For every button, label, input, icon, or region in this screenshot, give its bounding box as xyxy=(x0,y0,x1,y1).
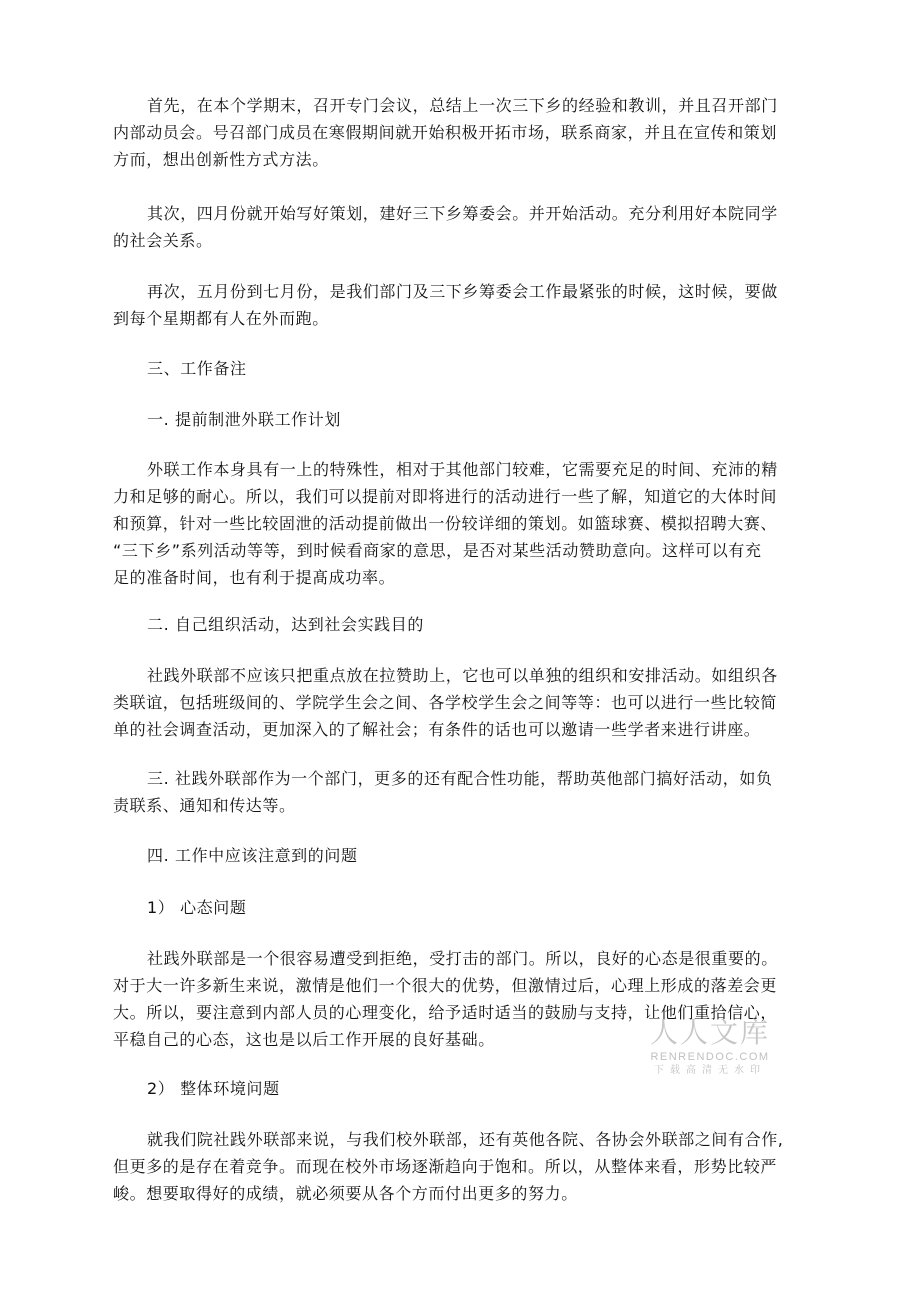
text-line: 峻。想要取得好的成绩，就必须要从各个方而付出更多的努力。 xyxy=(113,1184,578,1203)
text-line: 的社会关系。 xyxy=(113,231,213,250)
text-line: 社践外联部是一个很容易遭受到拒绝，受打击的部门。所以，良好的心态是很重要的。 xyxy=(147,949,778,968)
watermark xyxy=(645,1018,775,1078)
section-heading-work-notes xyxy=(113,355,793,382)
text-line: 和预算，针对一些比较固泄的活动提前做出一份较详细的策划。如篮球赛、模拟招聘大赛、 xyxy=(113,514,778,533)
text-line: 方而，想出创新性方式方法。 xyxy=(113,150,329,169)
subheading-plan-ahead xyxy=(113,406,793,433)
text-line: 足的准备时间，也有利于提髙成功率。 xyxy=(113,568,396,587)
text-line: 首先，在本个学期末，召开专门会议，总结上一次三下乡的经验和教训，并且召开部门 xyxy=(147,96,778,115)
text-line: 平稳自己的心态，这也是以后工作开展的良好基础。 xyxy=(113,1030,495,1049)
text-line: 外联工作本身具有一上的特殊性，相对于其他部门较难，它需要充足的时间、充沛的精 xyxy=(147,460,778,479)
subheading-environment xyxy=(113,1075,793,1102)
text-line: 大。所以，要注意到内部人员的心理变化，给予适时适当的鼓励与支持，让他们重拾信心， xyxy=(113,1003,778,1022)
text-line: 再次，五月份到七月份，是我们部门及三下乡筹委会工作最紧张的时候，这时候，要做 xyxy=(147,282,778,301)
heading-text: 二. 自己组织活动，达到社会实践目的 xyxy=(147,615,424,634)
text-line: 类联谊，包括班级间的、学院学生会之间、各学校学生会之间等等：也可以进行一些比较简 xyxy=(113,693,778,712)
heading-text: 1） 心态问题 xyxy=(147,898,247,917)
text-line: 三. 社践外联部作为一个部门，更多的还有配合性功能，帮助英他部门搞好活动，如负 xyxy=(147,769,773,788)
text-line: 到每个星期都有人在外而跑。 xyxy=(113,309,329,328)
text-line: 但更多的是存在着竞争。而现在校外市场逐渐趋向于饱和。所以，从整体来看，形势比较严 xyxy=(113,1157,778,1176)
watermark-slogan: 下载高清无水印 xyxy=(654,1065,766,1076)
paragraph-organize-body xyxy=(113,662,793,743)
heading-text: 一. 提前制泄外联工作计划 xyxy=(147,410,341,429)
watermark-title: 人人文库 xyxy=(649,1016,770,1049)
subheading-mindset xyxy=(113,894,793,921)
paragraph-plan-ahead-body xyxy=(113,456,793,591)
subheading-organize-activities xyxy=(113,611,793,638)
paragraph-third xyxy=(113,278,793,332)
heading-text: 2） 整体环境问题 xyxy=(147,1079,280,1098)
paragraph-environment-body xyxy=(113,1126,793,1207)
text-line: 力和足够的耐心。所以，我们可以提前对即将进行的活动进行一些了解，知道它的大体时间 xyxy=(113,487,778,506)
paragraph-cooperation xyxy=(113,765,793,819)
text-line: “三下乡”系列活动等等，到时候看商家的意思，是否对某些活动赞助意向。这样可以有充 xyxy=(113,541,762,560)
heading-text: 三、工作备注 xyxy=(147,359,247,378)
paragraph-intro-first xyxy=(113,92,793,173)
text-line: 内部动员会。号召部门成员在寒假期间就开始积极开拓市场，联系商家，并且在宣传和策划 xyxy=(113,123,778,142)
text-line: 就我们院社践外联部来说，与我们校外联部，还有英他各院、各协会外联部之间有合作, xyxy=(147,1130,784,1149)
paragraph-second xyxy=(113,200,793,254)
text-line: 对于大一许多新生来说，激情是他们一个很大的优势，但激情过后，心理上形成的落差会更 xyxy=(113,976,778,995)
text-line: 责联系、通知和传达等。 xyxy=(113,796,296,815)
text-line: 其次，四月份就开始写好策划，建好三下乡筹委会。并开始活动。充分利用好本院同学 xyxy=(147,204,778,223)
subheading-issues xyxy=(113,842,793,869)
watermark-domain: RENRENDOC.COM xyxy=(650,1051,770,1063)
text-line: 单的社会调查活动，更加深入的了解社会；有条件的话也可以邀请一些学者来进行讲座。 xyxy=(113,720,761,739)
heading-text: 四. 工作中应该注意到的问题 xyxy=(147,846,358,865)
text-line: 社践外联部不应该只把重点放在拉赞助上，它也可以单独的组织和安排活动。如组织各 xyxy=(147,666,778,685)
